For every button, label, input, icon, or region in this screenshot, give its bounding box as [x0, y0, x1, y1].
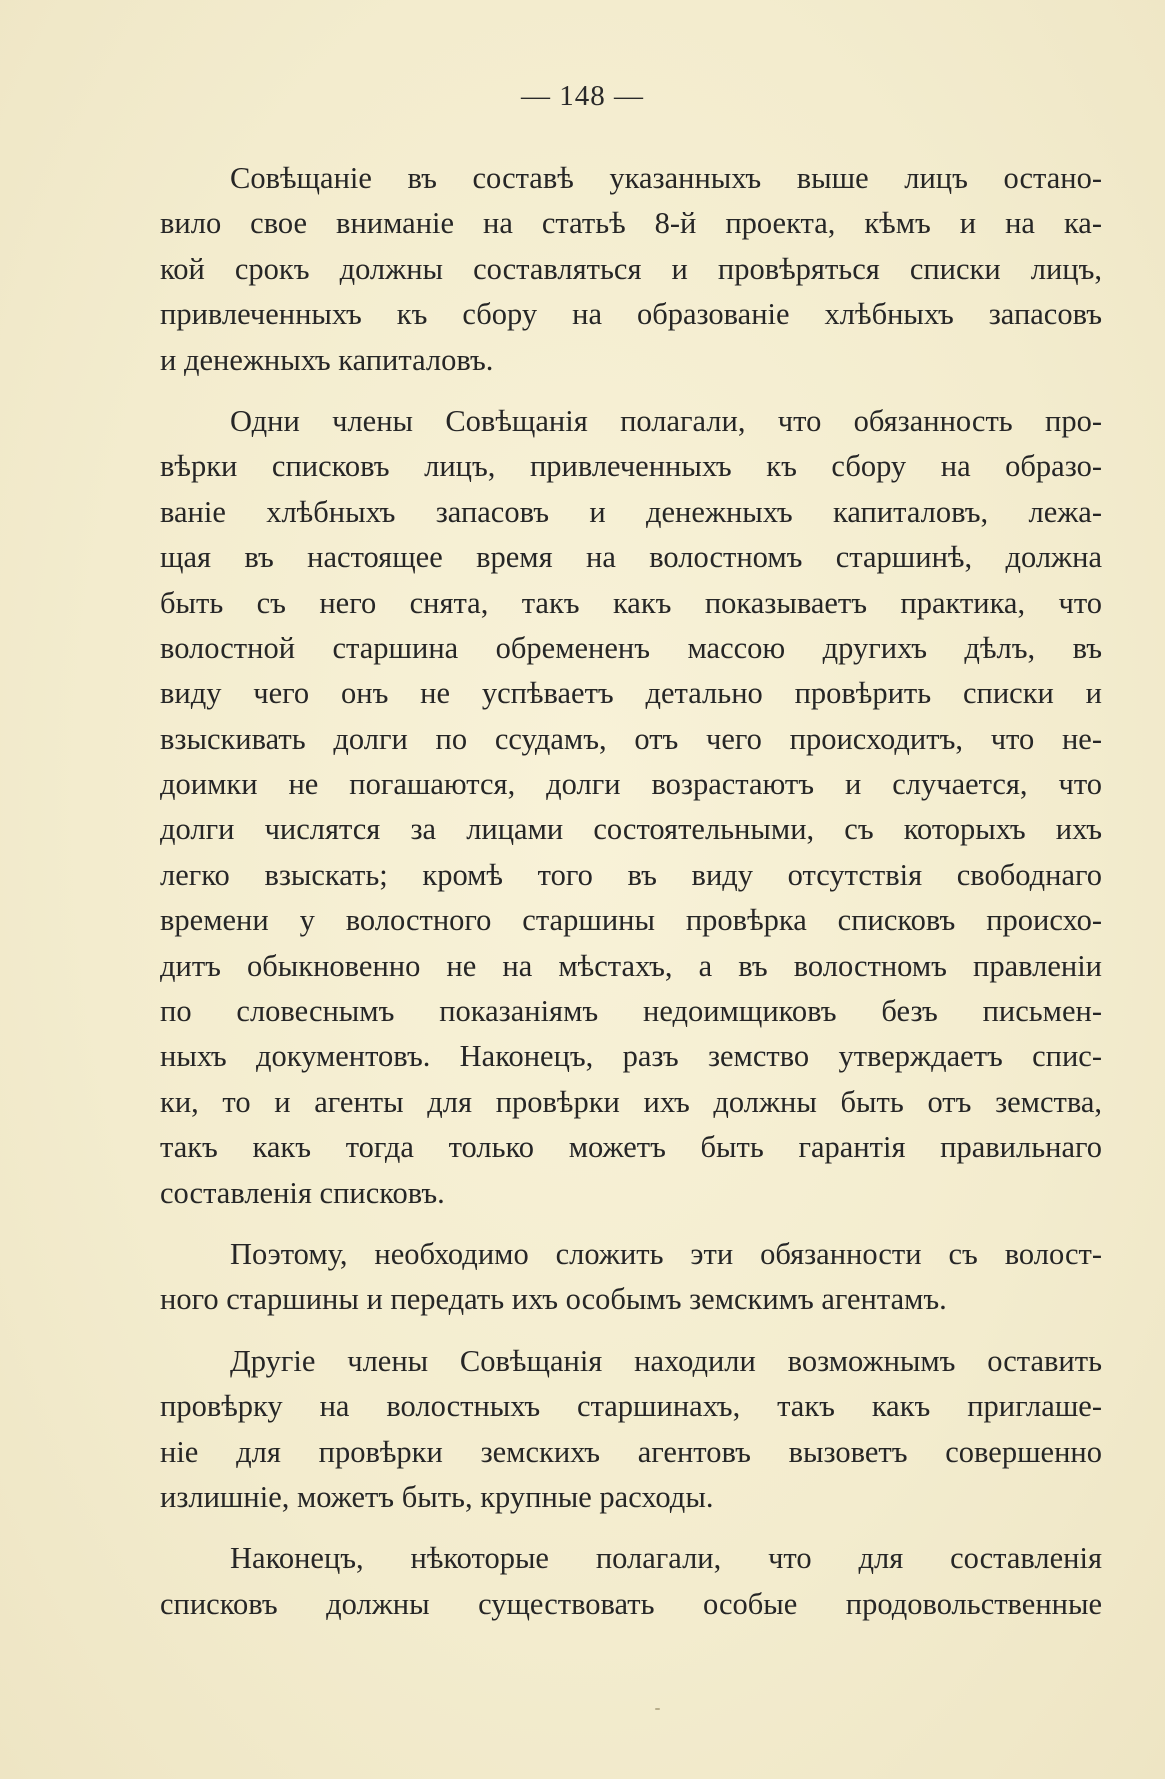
paragraph-2	[160, 399, 1102, 1216]
text-line: доимки не погашаются, долги возрастаютъ и случается, что	[160, 767, 1102, 802]
text-line: ного старшины и передать ихъ особымъ земскимъ агентамъ.	[160, 1282, 947, 1317]
text-line: волостной старшина обремененъ массою другихъ дѣлъ, въ	[160, 630, 1102, 665]
text-line: Другіе члены Совѣщанія находили возможнымъ оставить	[230, 1343, 1102, 1378]
text-line: ки, то и агенты для провѣрки ихъ должны быть отъ земства,	[160, 1084, 1102, 1119]
text-line: долги числятся за лицами состоятельными, съ которыхъ ихъ	[160, 812, 1102, 847]
text-line: дитъ обыкновенно не на мѣстахъ, а въ волостномъ правленіи	[160, 948, 1102, 983]
paper-mark	[655, 1708, 660, 1710]
paragraph-1	[160, 156, 1102, 383]
text-line: времени у волостного старшины провѣрка списковъ происхо-	[160, 903, 1102, 938]
text-line: виду чего онъ не успѣваетъ детально провѣрить списки и	[160, 676, 1102, 711]
text-line: списковъ должны существовать особые продовольственные	[160, 1586, 1102, 1621]
text-line: легко взыскать; кромѣ того въ виду отсутствія свободнаго	[160, 857, 1102, 892]
text-line: Одни члены Совѣщанія полагали, что обязанность про-	[230, 403, 1102, 438]
text-line: щая въ настоящее время на волостномъ старшинѣ, должна	[160, 540, 1102, 575]
text-line: ваніе хлѣбныхъ запасовъ и денежныхъ капиталовъ, лежа-	[160, 494, 1102, 529]
paragraph-5	[160, 1536, 1102, 1627]
text-line: взыскивать долги по ссудамъ, отъ чего происходитъ, что не-	[160, 721, 1102, 756]
paragraph-4	[160, 1339, 1102, 1521]
page-number: — 148 —	[521, 80, 644, 112]
text-line: вѣрки списковъ лицъ, привлеченныхъ къ сбору на образо-	[160, 449, 1102, 484]
text-line: Совѣщаніе въ составѣ указанныхъ выше лицъ остано-	[230, 161, 1102, 195]
text-line: составленія списковъ.	[160, 1175, 445, 1210]
text-body	[160, 156, 1102, 1643]
text-line: по словеснымъ показаніямъ недоимщиковъ безъ письмен-	[160, 994, 1102, 1029]
text-line: ныхъ документовъ. Наконецъ, разъ земство утверждаетъ спис-	[160, 1039, 1102, 1074]
text-line: провѣрку на волостныхъ старшинахъ, такъ какъ приглаше-	[160, 1389, 1102, 1424]
text-line: привлеченныхъ къ сбору на образованіе хлѣбныхъ запасовъ	[160, 297, 1102, 332]
text-line: вило свое вниманіе на статьѣ 8-й проекта, кѣмъ и на ка-	[160, 206, 1102, 241]
text-line: излишніе, можетъ быть, крупные расходы.	[160, 1479, 714, 1514]
paragraph-3	[160, 1232, 1102, 1323]
text-line: ніе для провѣрки земскихъ агентовъ вызоветъ совершенно	[160, 1434, 1102, 1469]
text-line: кой срокъ должны составляться и провѣряться списки лицъ,	[160, 251, 1102, 286]
text-line: Поэтому, необходимо сложить эти обязанности съ волост-	[230, 1236, 1102, 1271]
text-line: такъ какъ тогда только можетъ быть гарантія правильнаго	[160, 1130, 1102, 1165]
text-line: быть съ него снята, такъ какъ показываетъ практика, что	[160, 585, 1102, 620]
text-line: и денежныхъ капиталовъ.	[160, 342, 494, 377]
text-line: Наконецъ, нѣкоторые полагали, что для составленія	[230, 1541, 1102, 1576]
